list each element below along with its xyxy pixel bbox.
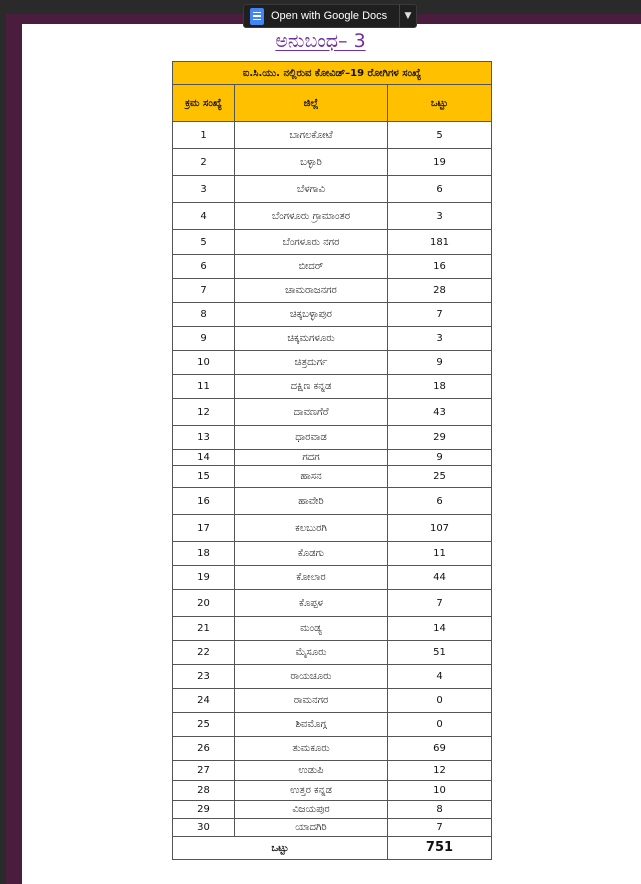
table-row [173,781,492,801]
row-district: ಚಿಕ್ಕಬಳ್ಳಾಪುರ [235,303,388,327]
row-district: ಬೆಂಗಳೂರು ನಗರ [235,230,388,255]
table-row [173,176,492,203]
row-district: ಬಳ್ಳಾರಿ [235,149,388,176]
row-count: 14 [388,617,492,641]
row-serial: 26 [173,737,235,761]
row-count: 11 [388,542,492,566]
row-count: 181 [388,230,492,255]
row-serial: 13 [173,426,235,450]
row-district: ಕೊಪ್ಪಳ [235,590,388,617]
row-serial: 19 [173,566,235,590]
row-count: 0 [388,713,492,737]
row-count: 51 [388,641,492,665]
row-district: ರಾಯಚೂರು [235,665,388,689]
row-count: 8 [388,801,492,819]
row-serial: 29 [173,801,235,819]
row-count: 16 [388,255,492,279]
row-serial: 30 [173,819,235,837]
row-district: ಶಿವಮೊಗ್ಗ [235,713,388,737]
row-district: ಬೆಂಗಳೂರು ಗ್ರಾಮಾಂತರ [235,203,388,230]
open-with-google-docs-button[interactable] [243,4,417,28]
row-district: ಚಾಮರಾಜನಗರ [235,279,388,303]
row-count: 44 [388,566,492,590]
row-count: 7 [388,590,492,617]
table-row [173,203,492,230]
row-count: 9 [388,450,492,466]
row-count: 43 [388,399,492,426]
row-serial: 24 [173,689,235,713]
row-count: 6 [388,176,492,203]
table-row [173,230,492,255]
row-serial: 27 [173,761,235,781]
table-row [173,542,492,566]
row-serial: 10 [173,351,235,375]
row-count: 25 [388,466,492,488]
table-row [173,761,492,781]
row-count: 107 [388,515,492,542]
row-count: 7 [388,819,492,837]
table-row [173,327,492,351]
row-serial: 7 [173,279,235,303]
row-serial: 16 [173,488,235,515]
row-district: ಮೈಸೂರು [235,641,388,665]
row-district: ಹಾವೇರಿ [235,488,388,515]
row-serial: 25 [173,713,235,737]
row-serial: 11 [173,375,235,399]
open-with-google-docs-main[interactable] [244,5,393,27]
row-serial: 14 [173,450,235,466]
table-row [173,801,492,819]
row-district: ಹಾಸನ [235,466,388,488]
table-row [173,279,492,303]
table-row [173,255,492,279]
row-district: ದಾವಣಗೆರೆ [235,399,388,426]
table-row [173,515,492,542]
row-serial: 15 [173,466,235,488]
table-row [173,488,492,515]
row-count: 12 [388,761,492,781]
row-district: ವಿಜಯಪುರ [235,801,388,819]
table-row [173,426,492,450]
table-row [173,399,492,426]
row-district: ರಾಮನಗರ [235,689,388,713]
chevron-down-icon[interactable]: ▼ [404,11,412,21]
row-district: ಕೊಡಗು [235,542,388,566]
row-count: 3 [388,203,492,230]
row-serial: 22 [173,641,235,665]
row-serial: 20 [173,590,235,617]
row-district: ಮಂಡ್ಯ [235,617,388,641]
row-district: ಗದಗ [235,450,388,466]
row-district: ಚಿಕ್ಕಮಗಳೂರು [235,327,388,351]
row-serial: 2 [173,149,235,176]
total-value: 751 [388,837,492,860]
total-label: ಒಟ್ಟು [173,837,388,860]
table-row [173,149,492,176]
row-serial: 1 [173,122,235,149]
row-district: ದಕ್ಷಿಣ ಕನ್ನಡ [235,375,388,399]
row-count: 7 [388,303,492,327]
open-with-label: Open with Google Docs [271,10,388,22]
row-district: ತುಮಕೂರು [235,737,388,761]
row-count: 4 [388,665,492,689]
table-row [173,303,492,327]
row-count: 3 [388,327,492,351]
row-serial: 23 [173,665,235,689]
row-count: 69 [388,737,492,761]
table-row [173,122,492,149]
table-title-row [173,62,492,85]
row-count: 9 [388,351,492,375]
table-row [173,689,492,713]
row-count: 0 [388,689,492,713]
row-serial: 8 [173,303,235,327]
row-district: ಬಾಗಲಕೋಟೆ [235,122,388,149]
row-district: ಚಿತ್ರದುರ್ಗ [235,351,388,375]
row-count: 6 [388,488,492,515]
row-serial: 9 [173,327,235,351]
row-serial: 28 [173,781,235,801]
row-district: ಧಾರವಾಡ [235,426,388,450]
table-row [173,590,492,617]
icu-covid-table [172,61,492,860]
header-serial: ಕ್ರಮ ಸಂಖ್ಯೆ [173,85,235,122]
table-row [173,737,492,761]
row-count: 28 [388,279,492,303]
table-row [173,641,492,665]
row-serial: 4 [173,203,235,230]
row-serial: 17 [173,515,235,542]
row-count: 29 [388,426,492,450]
table-header-row [173,85,492,122]
google-docs-icon [250,8,264,25]
row-district: ಕೋಲಾರ [235,566,388,590]
row-serial: 5 [173,230,235,255]
table-body [173,122,492,837]
table-row [173,450,492,466]
row-serial: 21 [173,617,235,641]
total-row [173,837,492,860]
table-row [173,375,492,399]
annex-title: ಅನುಬಂಧ– 3 [275,30,366,52]
table-row [173,351,492,375]
header-district: ಜಿಲ್ಲೆ [235,85,388,122]
row-count: 5 [388,122,492,149]
header-total: ಒಟ್ಟು [388,85,492,122]
row-district: ಯಾದಗಿರಿ [235,819,388,837]
row-district: ಬೀದರ್ [235,255,388,279]
row-district: ಉಡುಪಿ [235,761,388,781]
table-row [173,617,492,641]
table-row [173,566,492,590]
table-row [173,466,492,488]
row-serial: 18 [173,542,235,566]
row-count: 19 [388,149,492,176]
table-row [173,819,492,837]
table-row [173,665,492,689]
table-row [173,713,492,737]
row-district: ಉತ್ತರ ಕನ್ನಡ [235,781,388,801]
row-count: 18 [388,375,492,399]
row-serial: 3 [173,176,235,203]
row-district: ಕಲಬುರಗಿ [235,515,388,542]
row-serial: 12 [173,399,235,426]
row-serial: 6 [173,255,235,279]
row-district: ಬೆಳಗಾವಿ [235,176,388,203]
row-count: 10 [388,781,492,801]
table-title: ಐ.ಸಿ.ಯು. ನಲ್ಲಿರುವ ಕೋವಿಡ್–19 ರೋಗಿಗಳ ಸಂಖ್ಯೆ [173,62,492,85]
